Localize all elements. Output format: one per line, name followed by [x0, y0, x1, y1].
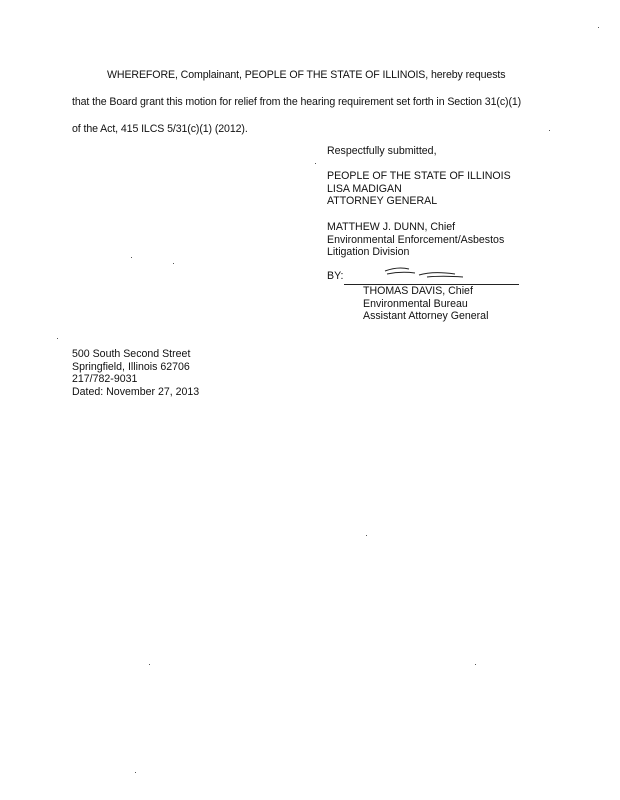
- division-line: Litigation Division: [327, 246, 410, 258]
- body-line-1: WHEREFORE, Complainant, PEOPLE OF THE STATE OF ILLINOIS, hereby requests: [107, 69, 506, 81]
- scan-speck: [135, 772, 136, 773]
- address-block: [72, 348, 199, 398]
- signer-block: [363, 285, 488, 323]
- signer-line: Assistant Attorney General: [363, 310, 489, 322]
- scan-speck: [57, 338, 58, 339]
- scan-speck: [173, 263, 174, 264]
- body-line-2: that the Board grant this motion for relief from the hearing requirement set forth in Section 31(c)(1): [72, 96, 522, 108]
- address-line: 217/782-9031: [72, 373, 138, 385]
- scan-speck: [598, 27, 599, 28]
- party-line: ATTORNEY GENERAL: [327, 195, 438, 207]
- handwritten-signature: [367, 262, 487, 282]
- scan-speck: [366, 535, 367, 536]
- scan-speck: [149, 664, 150, 665]
- by-label: BY:: [327, 270, 344, 282]
- scan-speck: [131, 257, 132, 258]
- scan-speck: [315, 163, 316, 164]
- division-line: MATTHEW J. DUNN, Chief: [327, 221, 456, 233]
- closing-text: Respectfully submitted,: [327, 145, 437, 157]
- signer-line: THOMAS DAVIS, Chief: [363, 285, 473, 297]
- body-line-3: of the Act, 415 ILCS 5/31(c)(1) (2012).: [72, 123, 248, 135]
- address-line: Springfield, Illinois 62706: [72, 360, 190, 373]
- scan-speck: [475, 664, 476, 665]
- signer-line: Environmental Bureau: [363, 297, 468, 310]
- date-line: Dated: November 27, 2013: [72, 385, 200, 398]
- address-line: 500 South Second Street: [72, 348, 191, 360]
- party-line: LISA MADIGAN: [327, 182, 402, 195]
- division-block: [327, 221, 504, 259]
- party-block: [327, 170, 511, 208]
- scan-speck: [549, 130, 550, 131]
- party-line: PEOPLE OF THE STATE OF ILLINOIS: [327, 170, 511, 182]
- division-line: Environmental Enforcement/Asbestos: [327, 233, 505, 246]
